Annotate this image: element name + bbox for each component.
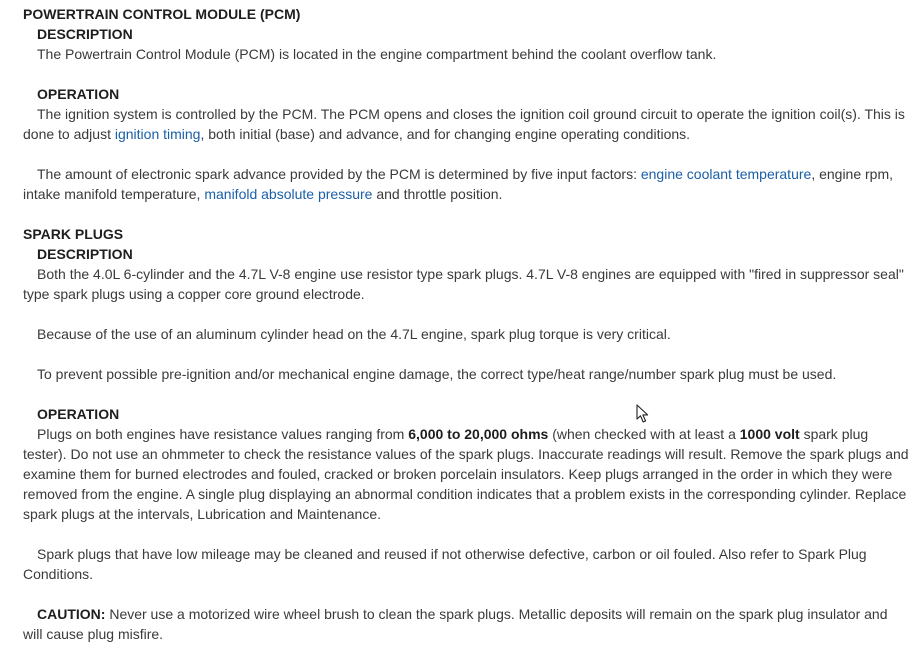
- pcm-op2-text-c: and throttle position.: [372, 186, 503, 202]
- pcm-op2-text-b: , engine rpm, intake manifold temperature,: [23, 166, 894, 202]
- spark-plugs-description-1: Both the 4.0L 6-cylinder and the 4.7L V-8 engine use resistor type spark plugs. 4.7L V-8 engines are equipped with "fired in suppressor seal" type spark plugs using a copper core ground electrode.: [23, 266, 904, 302]
- tester-voltage-value: 1000 volt: [739, 426, 800, 442]
- pcm-op1-text-a: The ignition system is controlled by the PCM. The PCM opens and closes the ignition coil ground circuit to operate the ignition coil(s). This is done to adjust: [23, 106, 905, 142]
- engine-coolant-temperature-link[interactable]: engine coolant temperature: [640, 166, 812, 182]
- pcm-section-title: POWERTRAIN CONTROL MODULE (PCM): [23, 6, 301, 22]
- spark-plugs-description-heading: DESCRIPTION: [37, 246, 133, 262]
- resistance-range-value: 6,000 to 20,000 ohms: [408, 426, 549, 442]
- mouse-pointer-icon: [636, 404, 650, 424]
- manifold-absolute-pressure-link[interactable]: manifold absolute pressure: [204, 186, 373, 202]
- pcm-op1-text-b: , both initial (base) and advance, and for changing engine operating conditions.: [200, 126, 691, 142]
- pcm-op2-text-a: The amount of electronic spark advance provided by the PCM is determined by five input factors:: [37, 166, 641, 182]
- pcm-description-heading: DESCRIPTION: [37, 26, 133, 42]
- spark-plugs-operation-paragraph-1: [23, 424, 909, 524]
- pcm-operation-heading: OPERATION: [37, 86, 120, 102]
- sp-op1-text-b: (when checked with at least a: [548, 426, 740, 442]
- spark-plugs-section-title: SPARK PLUGS: [23, 226, 124, 242]
- spark-plugs-description-2: Because of the use of an aluminum cylinder head on the 4.7L engine, spark plug torque is very critical.: [37, 326, 671, 342]
- sp-op1-text-a: Plugs on both engines have resistance values ranging from: [37, 426, 409, 442]
- ignition-timing-link[interactable]: ignition timing: [114, 126, 201, 142]
- spark-plugs-operation-heading: OPERATION: [37, 406, 120, 422]
- pcm-operation-paragraph-1: [23, 104, 909, 144]
- pcm-description-text: The Powertrain Control Module (PCM) is located in the engine compartment behind the coolant overflow tank.: [37, 46, 717, 62]
- spark-plugs-operation-paragraph-2: Spark plugs that have low mileage may be cleaned and reused if not otherwise defective, carbon or oil fouled. Also refer to Spark Plug Conditions.: [23, 546, 867, 582]
- sp-op1-text-c: spark plug tester). Do not use an ohmmeter to check the resistance values of the spark plugs. Inaccurate readings will result. Remove the spark plugs and examine them for burned electrodes and fouled, cracked or broken porcelain insulators. Keep plugs arranged in the order in which they were removed from the engine. A single plug displaying an abnormal condition indicates that a problem exists in the corresponding cylinder. Replace spark plugs at the intervals, Lubrication and Maintenance.: [23, 426, 909, 522]
- document-body: [23, 4, 909, 644]
- spark-plugs-description-3: To prevent possible pre-ignition and/or mechanical engine damage, the correct type/heat range/number spark plug must be used.: [37, 366, 837, 382]
- pcm-operation-paragraph-2: [23, 164, 909, 204]
- caution-label: CAUTION:: [37, 606, 106, 622]
- caution-text: Never use a motorized wire wheel brush to clean the spark plugs. Metallic deposits will remain on the spark plug insulator and will cause plug misfire.: [23, 606, 888, 642]
- caution-paragraph: [23, 604, 909, 644]
